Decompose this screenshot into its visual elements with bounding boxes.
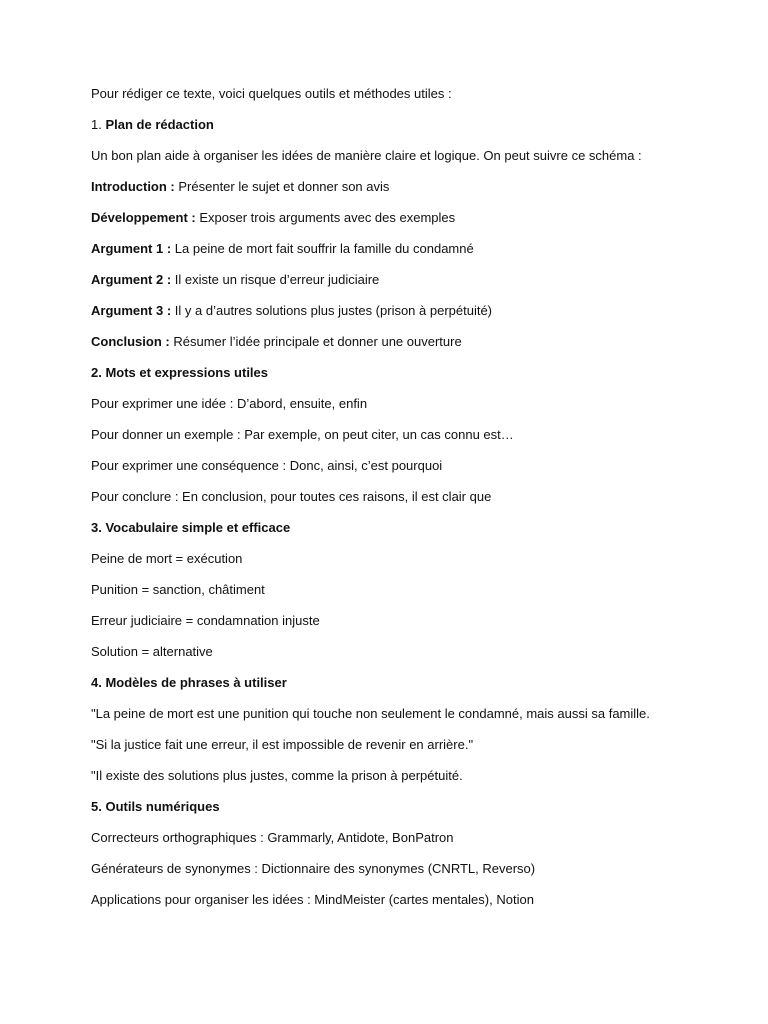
section-2-title: 2. Mots et expressions utiles <box>91 365 269 380</box>
plan-item-argument-1 <box>91 240 731 258</box>
plan-item-label: Développement : <box>91 210 200 225</box>
list-item: Pour exprimer une conséquence : Donc, ainsi, c’est pourquoi <box>91 458 443 473</box>
section-5-title: 5. Outils numériques <box>91 799 220 814</box>
list-item: Applications pour organiser les idées : MindMeister (cartes mentales), Notion <box>91 892 534 907</box>
list-item: Pour donner un exemple : Par exemple, on peut citer, un cas connu est… <box>91 427 514 442</box>
plan-item-conclusion <box>91 333 731 351</box>
list-item: Solution = alternative <box>91 644 213 659</box>
section-3-heading <box>91 519 731 537</box>
plan-item-text: La peine de mort fait souffrir la famille du condamné <box>174 241 474 256</box>
section-4-heading <box>91 674 731 692</box>
plan-item-text: Exposer trois arguments avec des exemples <box>199 210 456 225</box>
list-item: "La peine de mort est une punition qui touche non seulement le condamné, mais aussi sa famille. <box>91 706 650 721</box>
plan-item-introduction <box>91 178 731 196</box>
list-item: Générateurs de synonymes : Dictionnaire des synonymes (CNRTL, Reverso) <box>91 861 536 876</box>
list-item: Pour conclure : En conclusion, pour toutes ces raisons, il est clair que <box>91 489 492 504</box>
section-4-title: 4. Modèles de phrases à utiliser <box>91 675 287 690</box>
plan-item-text: Présenter le sujet et donner son avis <box>178 179 390 194</box>
plan-item-label: Argument 2 : <box>91 272 175 287</box>
list-item: Erreur judiciaire = condamnation injuste <box>91 613 320 628</box>
section-1-text: Un bon plan aide à organiser les idées de manière claire et logique. On peut suivre ce schéma : <box>91 148 642 163</box>
plan-item-label: Argument 3 : <box>91 303 175 318</box>
plan-item-label: Argument 1 : <box>91 241 175 256</box>
plan-item-label: Conclusion : <box>91 334 174 349</box>
list-item: Punition = sanction, châtiment <box>91 582 265 597</box>
section-1-heading <box>91 116 731 134</box>
list-item: "Il existe des solutions plus justes, comme la prison à perpétuité. <box>91 768 463 783</box>
section-3-title: 3. Vocabulaire simple et efficace <box>91 520 291 535</box>
list-item: Peine de mort = exécution <box>91 551 243 566</box>
plan-item-text: Résumer l’idée principale et donner une ouverture <box>173 334 462 349</box>
section-1-title: Plan de rédaction <box>105 117 214 132</box>
intro-text: Pour rédiger ce texte, voici quelques outils et méthodes utiles : <box>91 86 452 101</box>
list-item: Correcteurs orthographiques : Grammarly, Antidote, BonPatron <box>91 830 454 845</box>
document-page <box>91 85 731 922</box>
list-item: "Si la justice fait une erreur, il est impossible de revenir en arrière." <box>91 737 474 752</box>
plan-item-text: Il existe un risque d’erreur judiciaire <box>174 272 380 287</box>
section-2-heading <box>91 364 731 382</box>
list-item: Pour exprimer une idée : D’abord, ensuite, enfin <box>91 396 368 411</box>
plan-item-developpement <box>91 209 731 227</box>
plan-item-text: Il y a d’autres solutions plus justes (prison à perpétuité) <box>174 303 493 318</box>
section-5-heading <box>91 798 731 816</box>
section-1-number: 1. <box>91 117 106 132</box>
plan-item-label: Introduction : <box>91 179 179 194</box>
plan-item-argument-2 <box>91 271 731 289</box>
plan-item-argument-3 <box>91 302 731 320</box>
